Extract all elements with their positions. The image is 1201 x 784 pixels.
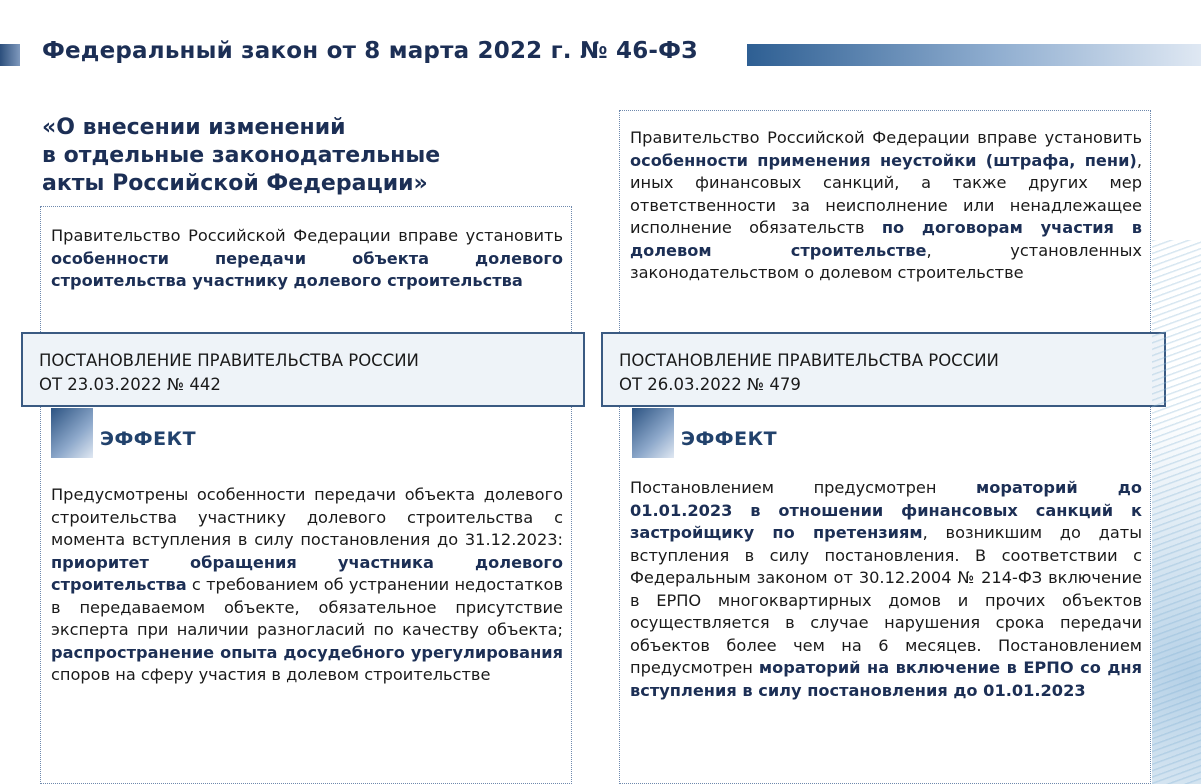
- right-intro-text-part-2: , иных финансовых санкций, а также других мер ответственности за неисполнение или ненадлежащее исполнение обязательств: [630, 150, 1142, 237]
- left-intro-text: [51, 225, 563, 293]
- right-intro-highlight-1: особенности применения неустойки (штрафа, пени): [630, 150, 1137, 170]
- right-effect-highlight-2: мораторий на включение в ЕРПО со дня вступления в силу постановления до 01.01.2023: [630, 658, 1143, 700]
- left-effect-text-part-3: споров на сферу участия в долевом строительстве: [51, 665, 491, 684]
- left-effect-heading: ЭФФЕКТ: [100, 428, 197, 450]
- page-title: Федеральный закон от 8 марта 2022 г. № 46-ФЗ: [42, 38, 698, 64]
- decorative-wave-pattern: [1152, 240, 1201, 784]
- header-right-accent-bar: [747, 44, 1201, 66]
- left-intro-highlight: особенности передачи объекта долевого строительства участнику долевого строительства: [51, 248, 563, 290]
- right-effect-highlight-1: мораторий до 01.01.2023 в отношении финансовых санкций к застройщику по претензиям: [630, 478, 1142, 542]
- law-title-line-2: в отдельные законодательные: [42, 143, 441, 168]
- right-intro-highlight-2: по договорам участия в долевом строительстве: [630, 218, 1142, 260]
- law-title: [42, 114, 582, 198]
- left-decree-title: ПОСТАНОВЛЕНИЕ ПРАВИТЕЛЬСТВА РОССИИ: [39, 351, 419, 370]
- left-intro-text-part: Правительство Российской Федерации вправе установить: [51, 226, 563, 245]
- right-intro-text-part-3: , установленных законодательством о долевом строительстве: [630, 240, 1142, 282]
- right-intro-text-part-1: Правительство Российской Федерации вправе установить: [630, 128, 1142, 147]
- right-effect-accent-icon: [632, 408, 674, 458]
- left-decree-box: [21, 332, 585, 407]
- left-effect-highlight-1: приоритет обращения участника долевого строительства: [51, 552, 563, 594]
- right-effect-heading: ЭФФЕКТ: [681, 428, 778, 450]
- left-effect-text: [51, 484, 563, 687]
- left-effect-text-part-1: Предусмотрены особенности передачи объекта долевого строительства участнику долевого строительства с момента вступления в силу постановления до 31.12.2023:: [51, 485, 563, 549]
- right-effect-text-part-2: , возникшим до даты вступления в силу постановления. В соответствии с Федеральным законом от 30.12.2004 № 214-ФЗ включение в ЕРПО многоквартирных домов и прочих объектов осуществляется в случае нарушения срока передачи объектов более чем на 6 месяцев. Постановлением предусмотрен: [630, 523, 1142, 677]
- left-effect-highlight-2: распространение опыта досудебного урегулирования: [51, 642, 563, 662]
- right-decree-date: ОТ 26.03.2022 № 479: [619, 375, 801, 394]
- right-effect-text-part-1: Постановлением предусмотрен: [630, 478, 977, 497]
- left-effect-text-part-2: с требованием об устранении недостатков в передаваемом объекте, обязательное присутствие эксперта при наличии разногласий по качеству объекта;: [51, 575, 563, 639]
- right-decree-box: [601, 332, 1166, 407]
- law-title-line-3: акты Российской Федерации»: [42, 171, 428, 196]
- right-decree-title: ПОСТАНОВЛЕНИЕ ПРАВИТЕЛЬСТВА РОССИИ: [619, 351, 999, 370]
- right-intro-text: [630, 127, 1142, 285]
- right-effect-text: [630, 477, 1142, 702]
- law-title-line-1: «О внесении изменений: [42, 115, 346, 140]
- header-left-accent-bar: [0, 44, 20, 66]
- left-effect-accent-icon: [51, 408, 93, 458]
- left-decree-date: ОТ 23.03.2022 № 442: [39, 375, 221, 394]
